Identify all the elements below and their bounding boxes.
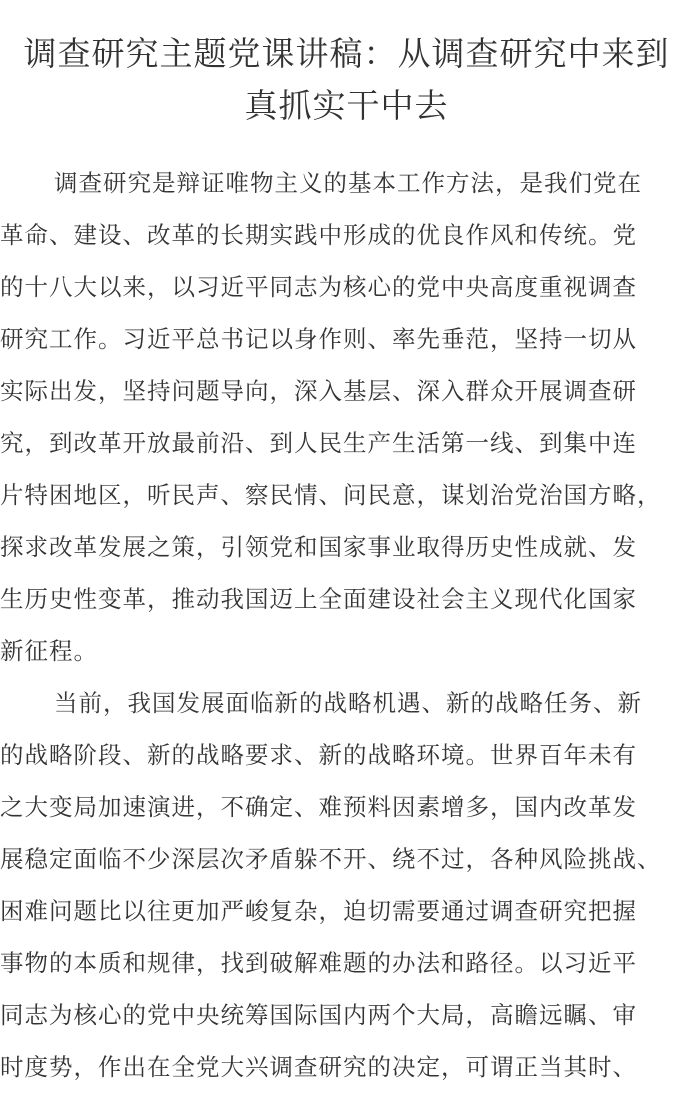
paragraph-line: 困难问题比以往更加严峻复杂，迫切需要通过调查研究把握 — [0, 897, 637, 925]
paragraph-line: 的战略阶段、新的战略要求、新的战略环境。世界百年未有 — [0, 741, 637, 769]
paragraph-line: 事物的本质和规律，找到破解难题的办法和路径。以习近平 — [0, 949, 637, 977]
paragraph-line: 同志为核心的党中央统筹国际国内两个大局，高瞻远瞩、审 — [0, 1001, 637, 1029]
paragraph-line: 新征程。 — [0, 637, 98, 665]
paragraph-line: 片特困地区，听民声、察民情、问民意，谋划治党治国方略， — [0, 481, 662, 509]
paragraph-line: 究，到改革开放最前沿、到人民生产生活第一线、到集中连 — [0, 429, 637, 457]
paragraph-line: 的十八大以来，以习近平同志为核心的党中央高度重视调查 — [0, 273, 637, 301]
title-line-2: 真抓实干中去 — [244, 86, 449, 125]
article-body — [0, 157, 693, 1093]
paragraph-1 — [0, 157, 693, 677]
paragraph-line: 当前，我国发展面临新的战略机遇、新的战略任务、新 — [54, 689, 642, 717]
paragraph-line: 调查研究是辩证唯物主义的基本工作方法，是我们党在 — [54, 169, 642, 197]
paragraph-line: 探求改革发展之策，引领党和国家事业取得历史性成就、发 — [0, 533, 637, 561]
article-title — [0, 28, 693, 132]
paragraph-2 — [0, 677, 693, 1093]
paragraph-line: 生历史性变革，推动我国迈上全面建设社会主义现代化国家 — [0, 585, 637, 613]
paragraph-line: 研究工作。习近平总书记以身作则、率先垂范，坚持一切从 — [0, 325, 637, 353]
paragraph-line: 革命、建设、改革的长期实践中形成的优良作风和传统。党 — [0, 221, 637, 249]
paragraph-line: 展稳定面临不少深层次矛盾躲不开、绕不过，各种风险挑战、 — [0, 845, 662, 873]
title-line-1: 调查研究主题党课讲稿：从调查研究中来到 — [23, 34, 670, 73]
paragraph-line: 时度势，作出在全党大兴调查研究的决定，可谓正当其时、 — [0, 1053, 637, 1081]
paragraph-line: 实际出发，坚持问题导向，深入基层、深入群众开展调查研 — [0, 377, 637, 405]
paragraph-line: 之大变局加速演进，不确定、难预料因素增多，国内改革发 — [0, 793, 637, 821]
